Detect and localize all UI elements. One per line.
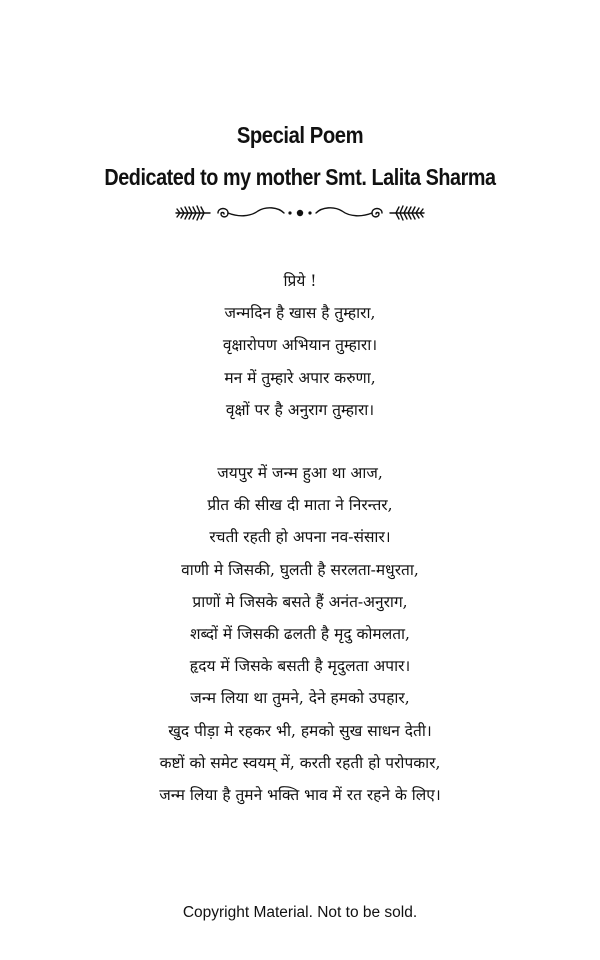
poem-line: जयपुर में जन्म हुआ था आज, bbox=[217, 464, 383, 482]
poem-line: जन्म लिया था तुमने, देने हमको उपहार, bbox=[190, 689, 410, 708]
poem-line: शब्दों में जिसकी ढलती है मृदु कोमलता, bbox=[190, 624, 410, 643]
poem-line: मन में तुम्हारे अपार करुणा, bbox=[224, 368, 376, 387]
floral-divider-icon bbox=[172, 201, 428, 225]
poem-line: रचती रहती हो अपना नव-संसार। bbox=[209, 528, 391, 547]
poem-line: खुद पीड़ा मे रहकर भी, हमको सुख साधन देती। bbox=[168, 721, 432, 740]
poem-stanza-2 bbox=[0, 457, 600, 811]
copyright-footer: Copyright Material. Not to be sold. bbox=[182, 904, 418, 921]
poem-line: वाणी मे जिसकी, घुलती है सरलता-मधुरता, bbox=[181, 560, 419, 579]
poem-stanza-1 bbox=[0, 265, 600, 426]
poem-title: Special Poem bbox=[236, 122, 364, 148]
poem-line: वृक्षारोपण अभियान तुम्हारा। bbox=[222, 336, 378, 355]
poem-line: जन्मदिन है खास है तुम्हारा, bbox=[224, 304, 376, 323]
poem-line: जन्म लिया है तुमने भक्ति भाव में रत रहने के लिए। bbox=[159, 785, 441, 804]
poem-line: प्रीत की सीख दी माता ने निरन्तर, bbox=[207, 496, 393, 515]
poem-line: प्रिये ! bbox=[283, 272, 317, 290]
poem-line: हृदय में जिसके बसती है मृदुलता अपार। bbox=[189, 657, 411, 676]
poem-line: कष्टों को समेट स्वयम् में, करती रहती हो परोपकार, bbox=[159, 753, 441, 772]
dedication-subtitle: Dedicated to my mother Smt. Lalita Sharma bbox=[104, 164, 496, 190]
poem-line: प्राणों मे जिसके बसते हैं अनंत-अनुराग, bbox=[192, 592, 408, 611]
poem-line: वृक्षों पर है अनुराग तुम्हारा। bbox=[225, 400, 375, 419]
